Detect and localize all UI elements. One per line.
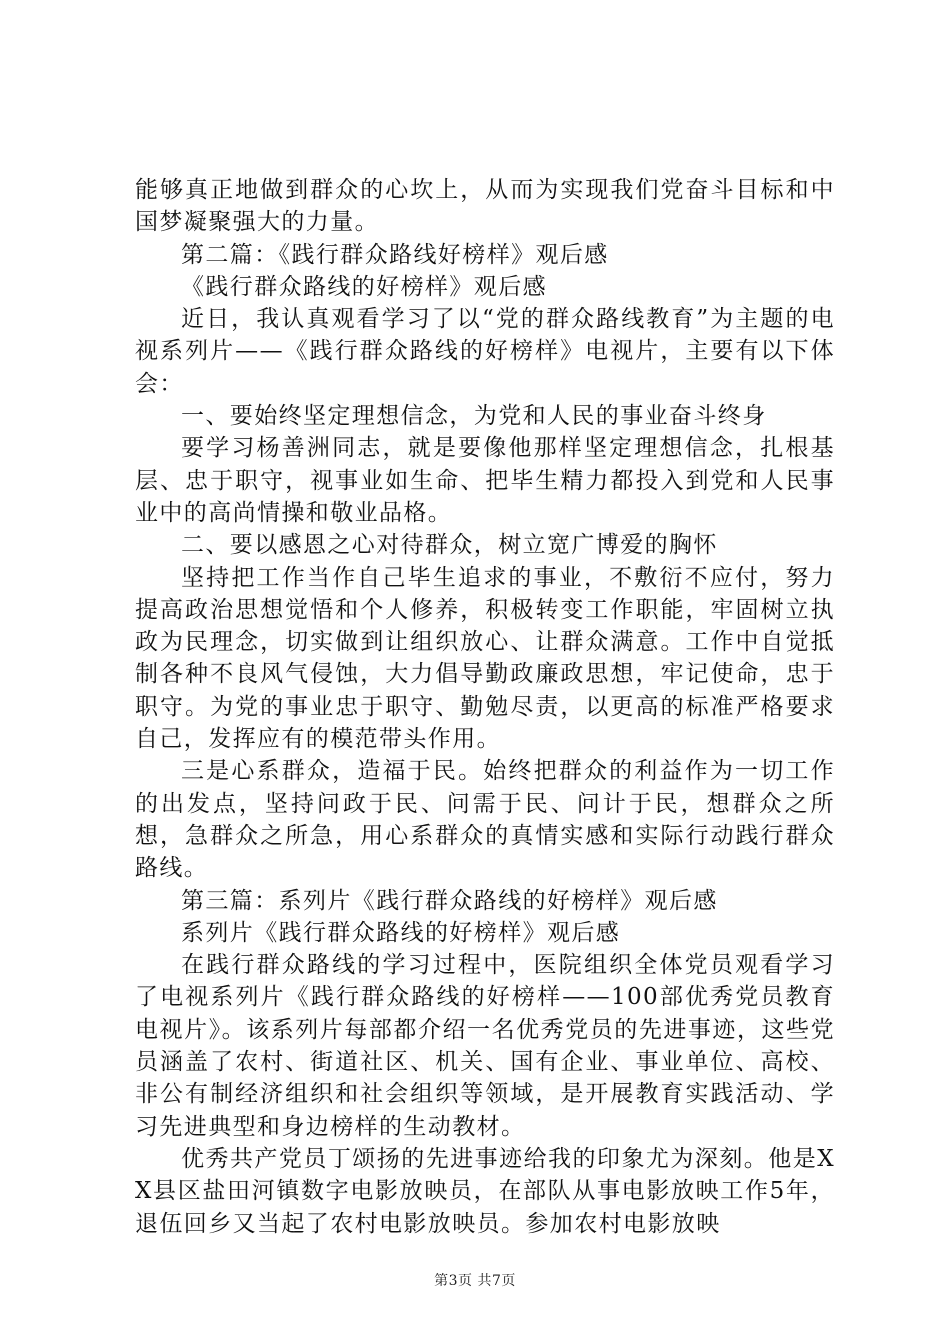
paragraph-continuation: 能够真正地做到群众的心坎上，从而为实现我们党奋斗目标和中国梦凝聚强大的力量。 xyxy=(135,177,835,236)
paragraph-example: 优秀共产党员丁颂扬的先进事迹给我的印象尤为深刻。他是XX县区盐田河镇数字电影放映员，在部队从事电影放映工作5年，退伍回乡又当起了农村电影放映员。参加农村电影放映 xyxy=(135,1145,835,1237)
subheading-two: 二、要以感恩之心对待群众，树立宽广博爱的胸怀 xyxy=(181,532,718,559)
paragraph-point-three: 三是心系群众，造福于民。始终把群众的利益作为一切工作的出发点，坚持问政于民、问需于民、问计于民，想群众之所想，急群众之所急，用心系群众的真情实感和实际行动践行群众路线。 xyxy=(135,758,835,882)
article-title-part-three: 系列片《践行群众路线的好榜样》观后感 xyxy=(181,919,621,946)
paragraph-point-two: 坚持把工作当作自己毕生追求的事业，不敷衍不应付，努力提高政治思想觉悟和个人修养，积极转变工作职能，牢固树立执政为民理念，切实做到让组织放心、让群众满意。工作中自觉抵制各种不良风气侵蚀，大力倡导勤政廉政思想，牢记使命，忠于职守。为党的事业忠于职守、勤勉尽责，以更高的标准严格要求自己，发挥应有的模范带头作用。 xyxy=(135,564,835,753)
paragraph-study: 在践行群众路线的学习过程中，医院组织全体党员观看学习了电视系列片《践行群众路线的好榜样——100部优秀党员教育电视片》。该系列片每部都介绍一名优秀党员的先进事迹，这些党员涵盖了农村、街道社区、机关、国有企业、事业单位、高校、非公有制经济组织和社会组织等领域，是开展教育实践活动、学习先进典型和身边榜样的生动教材。 xyxy=(135,952,835,1140)
section-heading-part-two: 第二篇：《践行群众路线好榜样》观后感 xyxy=(181,241,609,268)
paragraph-intro: 近日，我认真观看学习了以“党的群众路线教育”为主题的电视系列片——《践行群众路线的好榜样》电视片，主要有以下体会： xyxy=(135,306,835,397)
subheading-one: 一、要始终坚定理想信念，为党和人民的事业奋斗终身 xyxy=(181,403,767,430)
page-number-footer: 第3页 共7页 xyxy=(434,1273,516,1289)
paragraph-point-one: 要学习杨善洲同志，就是要像他那样坚定理想信念，扎根基层、忠于职守，视事业如生命、把毕生精力都投入到党和人民事业中的高尚情操和敬业品格。 xyxy=(135,435,835,526)
article-title-part-two: 《践行群众路线的好榜样》观后感 xyxy=(181,273,547,300)
document-body xyxy=(135,174,835,1240)
section-heading-part-three: 第三篇：系列片《践行群众路线的好榜样》观后感 xyxy=(181,887,718,914)
